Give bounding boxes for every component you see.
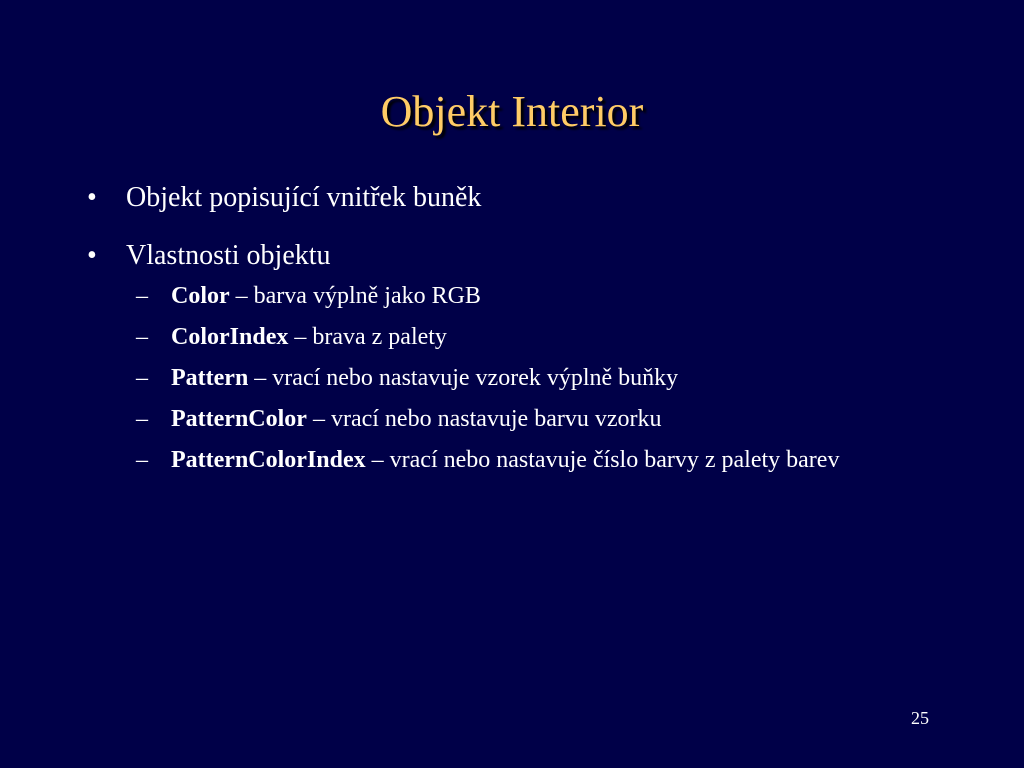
bullet-item	[83, 178, 943, 218]
bullet-list	[83, 178, 943, 485]
property-item	[83, 444, 931, 476]
slide-title: Objekt Interior	[380, 87, 644, 136]
property-description: – vrací nebo nastavuje číslo barvy z palety barev	[365, 447, 840, 473]
sub-marker: –	[136, 447, 148, 473]
bullet-item	[83, 236, 943, 276]
property-list	[83, 280, 943, 476]
bullet-marker: •	[87, 240, 97, 271]
property-item	[83, 403, 931, 435]
property-description: – barva výplně jako RGB	[229, 283, 481, 309]
property-term: ColorIndex	[171, 324, 289, 350]
page-number: 25	[911, 708, 929, 728]
property-description: – brava z palety	[288, 324, 447, 350]
sub-marker: –	[136, 365, 148, 391]
bullet-text: Vlastnosti objektu	[126, 240, 331, 271]
sub-marker: –	[136, 283, 148, 309]
bullet-marker: •	[87, 182, 97, 213]
property-description: – vrací nebo nastavuje vzorek výplně buňky	[248, 365, 679, 391]
property-term: Pattern	[171, 365, 249, 391]
bullet-text: Objekt popisující vnitřek buněk	[126, 182, 482, 213]
property-term: PatternColor	[171, 406, 307, 432]
property-item	[83, 280, 931, 312]
sub-list-container	[83, 280, 943, 476]
sub-marker: –	[136, 406, 148, 432]
property-description: – vrací nebo nastavuje barvu vzorku	[306, 406, 662, 432]
property-term: Color	[171, 283, 230, 309]
property-item	[83, 321, 931, 353]
property-item	[83, 362, 931, 394]
sub-marker: –	[136, 324, 148, 350]
property-term: PatternColorIndex	[171, 447, 366, 473]
